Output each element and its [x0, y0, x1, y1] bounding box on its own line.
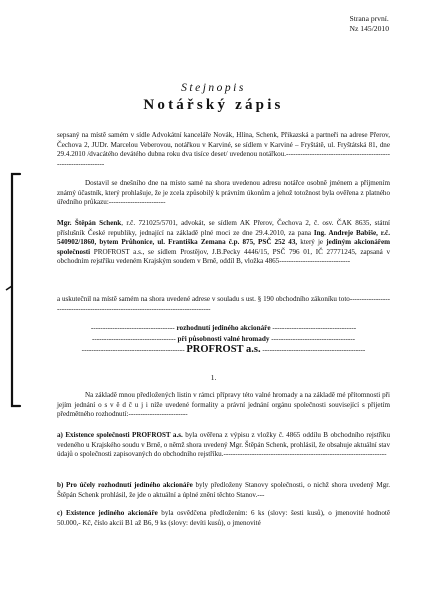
- certification-paragraph: Na základě mnou předložených listin v rámci přípravy této valné hromady a na základě mé přítomnosti při jejím jednání o s v ě d č u j i níže uvedené formality a právní jednání orgánu společnosti související s přijetím předmětného rozhodnutí:-------------------------: [57, 391, 390, 419]
- intro-paragraph: sepsaný na místě samém v sídle Advokátní kanceláře Novák, Hlína, Schenk, Přikazská a partneři na adrese Přerov, Čechova 2, JUDr. Marcelou Veberovou, notářkou v Karviné, se sídlem v Karviné – Fryštátě, ul. Fryštátská 81, dne 29.4.2010 /dvacátého devátého dubna roku dva tisíce deset/ uvedenou notářkou.----------------------------------------------------------------: [57, 131, 390, 168]
- section-number: 1.: [210, 373, 217, 382]
- participant-paragraph: Mgr. Štěpán Schenk, r.č. 721025/5701, advokát, se sídlem AK Přerov, Čechova 2, č. osv. ČAK 8635, státní příslušník České republiky, jednající na základě plné moci ze dne 29.4.2010, za pana Ing. Andreje Babiše, r.č. 540902/1860, bytem Průhonice, ul. Františka Zemana č.p. 875, PSČ 252 43, který je jediným akcionářem společnosti PROFROST a.s., se sídlem Prostějov, J.B.Pecky 4446/15, PSČ 796 01, IČ 27771245, zapsaná v obchodním rejstříku vedeném Krajským soudem v Brně, oddíl B, vložka 4865------------------------------: [57, 219, 390, 266]
- item-c-paragraph: c) Existence jediného akcionáře byla osvědčena předložením: 6 ks (slovy: šesti kusů), o jmenovité hodnotě 50.000,- Kč, číslo akcií B1 až B6, 9 ks (slovy: devíti kusů), o jmenovité: [57, 509, 390, 527]
- reference-number: Nz 145/2010: [349, 23, 389, 33]
- heading-line-2: ----------------------------------- při působnosti valné hromady -----------------------------------: [91, 335, 356, 343]
- document-subtitle: Stejnopis: [181, 82, 246, 94]
- heading-line-1: ----------------------------------- rozhodnutí jediného akcionáře -----------------------------------: [90, 324, 357, 332]
- page-label: Strana první.: [349, 14, 389, 23]
- item-b-paragraph: b) Pro účely rozhodnutí jediného akcionáře byly předloženy Stanovy společnosti, o nichž shora uvedený Mgr. Štěpán Schenk prohlásil, že jde o aktuální a úplné znění těchto Stanov.---: [57, 481, 391, 499]
- execution-paragraph: a uskutečnil na místě samém na shora uvedené adrese v souladu s ust. § 190 obchodního zákoníku toto----------------------------------------------------------------------------------: [57, 295, 390, 313]
- item-a-paragraph: a) Existence společnosti PROFROST a.s. byla ověřena z výpisu z vložky č. 4865 oddílu B obchodního rejstříku vedeného u Krajského soudu v Brně, o němž shora uvedený Mgr. Štěpán Schenk, prohlásil, že obsahuje aktuální stav údajů o společnosti zapisovaných do obchodního rejstříku.---------------------------------------------------------------------: [57, 431, 390, 459]
- page-reference: [350, 14, 389, 33]
- heading-line-3: ------------------------------------------- PROFROST a.s. -------------------------------------------: [81, 345, 366, 355]
- attendance-paragraph: Dostavil se dnešního dne na místo samé na shora uvedenou adresu notářce osobně jménem a příjmením známý účastník, který prohlašuje, že je zcela způsobilý k právním úkonům a jehož totožnost byla ověřena z platného úředního průkazu:------------------------: [57, 179, 390, 207]
- document-title: Notářský zápis: [143, 97, 284, 113]
